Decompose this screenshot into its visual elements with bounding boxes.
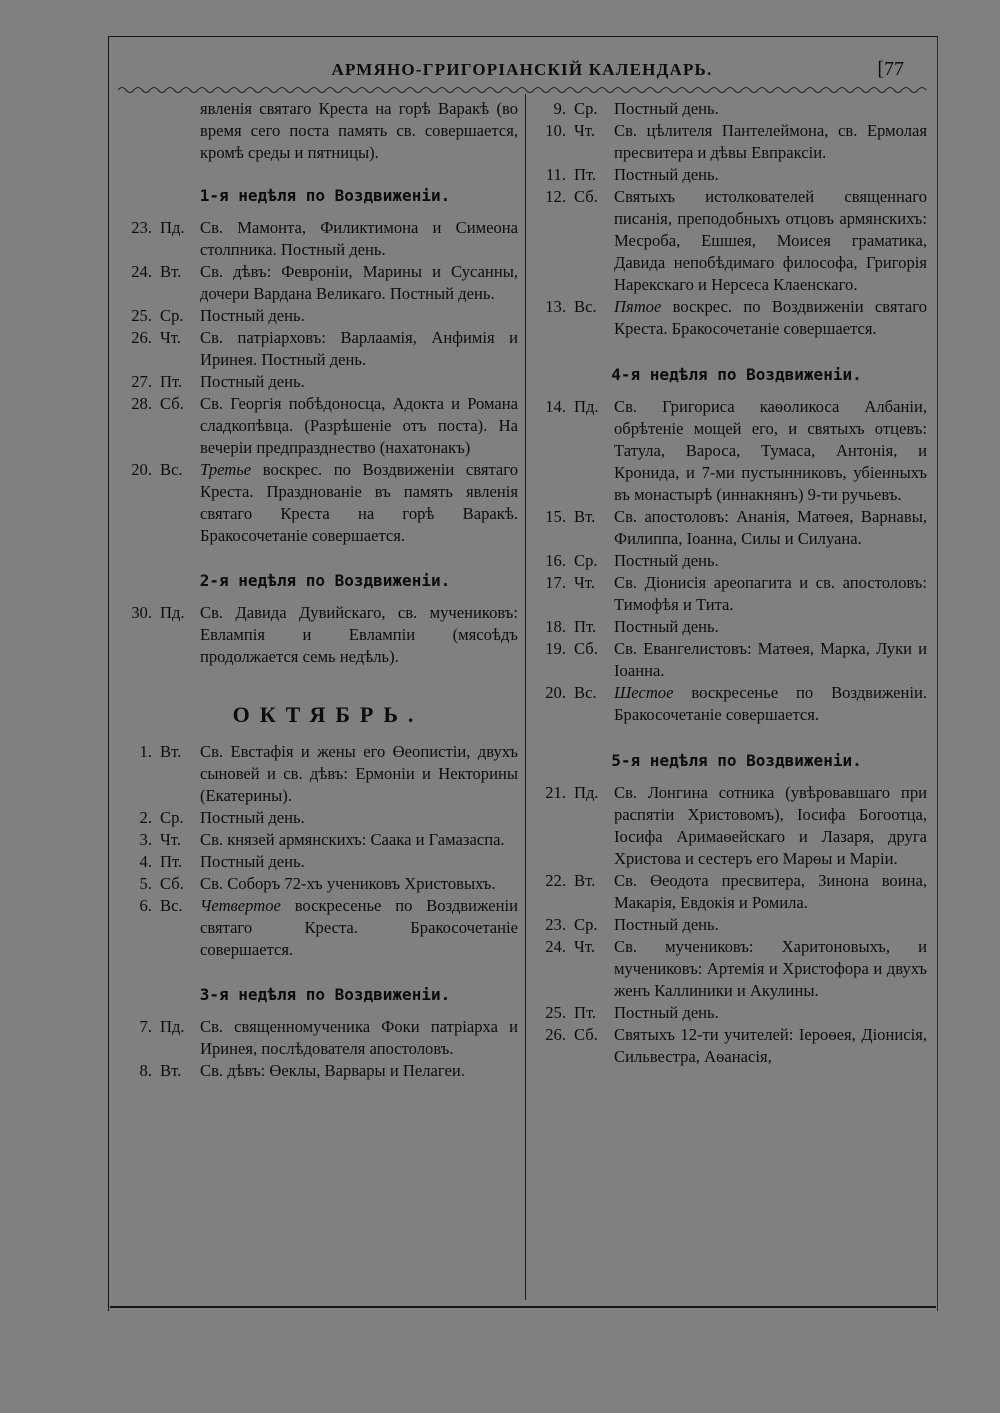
list-item: 23. Пд. Св. Мамонта, Филиктимона и Симеона столпника. Постный день. xyxy=(131,218,518,259)
list-item: 22. Вт. Св. Өеодота пресвитера, Зинона воина, Макарія, Евдокія и Ромила. xyxy=(545,871,927,912)
page-number: [77 xyxy=(877,58,904,80)
section-heading: 1-я недѣля по Воздвиженіи. xyxy=(199,186,451,205)
list-item: 26. Чт. Св. патріарховъ: Варлаамія, Анфимія и Иринея. Постный день. xyxy=(131,328,518,369)
section-heading: 3-я недѣля по Воздвиженіи. xyxy=(199,985,451,1004)
right-column xyxy=(532,98,927,1068)
list-item: 24. Вт. Св. дѣвъ: Февроніи, Марины и Сусанны, дочери Вардана Великаго. Постный день. xyxy=(131,262,518,303)
section-heading: 5-я недѣля по Воздвиженіи. xyxy=(611,751,862,770)
list-item: 18. Пт. Постный день. xyxy=(545,617,719,636)
list-item: 4. Пт. Постный день. xyxy=(139,852,305,871)
list-item: 25. Ср. Постный день. xyxy=(131,306,305,325)
bottom-rule xyxy=(110,1306,936,1308)
wavy-rule xyxy=(118,84,930,96)
list-item: 13. Вс. Пятое воскрес. по Воздвиженіи святаго Креста. Бракосочетаніе совершается. xyxy=(545,297,927,338)
list-item: 20. Вс. Шестое воскресенье по Воздвиженіи. Бракосочетаніе совершается. xyxy=(545,683,927,724)
list-item: 16. Ср. Постный день. xyxy=(545,551,719,570)
month-heading: ОКТЯБРЬ. xyxy=(232,702,424,727)
column-divider xyxy=(525,94,526,1300)
list-item: 10. Чт. Св. цѣлителя Пантелеймона, св. Ермолая пресвитера и дѣвы Евпраксіи. xyxy=(545,121,927,162)
list-item: 5. Сб. Св. Соборъ 72-хъ учениковъ Христовыхъ. xyxy=(139,874,496,893)
list-item: 28. Сб. Св. Георгія побѣдоносца, Адокта и Романа сладкопѣвца. (Разрѣшеніе отъ поста). На вечеріи предпразднество (нахатонакъ) xyxy=(131,394,518,457)
section-heading: 4-я недѣля по Воздвиженіи. xyxy=(611,365,862,384)
section-heading: 2-я недѣля по Воздвиженіи. xyxy=(199,571,451,590)
list-item: 19. Сб. Св. Евангелистовъ: Матѳея, Марка, Луки и Іоанна. xyxy=(545,639,927,680)
left-column xyxy=(118,98,518,1082)
sunday-ordinal: Третье xyxy=(200,460,252,479)
list-item: 14. Пд. Св. Григориса каѳоликоса Албаніи, обрѣтеніе мощей его, и святыхъ отцевъ: Татула, Вароса, Тумаса, Антонія, и Кронида, и 7-ми пустынниковъ, убіенныхъ въ монастырѣ (иннакнянъ) 9-ти ручьевъ. xyxy=(545,397,927,504)
list-item: 15. Вт. Св. апостоловъ: Ананія, Матѳея, Варнавы, Филиппа, Іоанна, Силы и Силуана. xyxy=(545,507,927,548)
list-item: 20. Вс. Третье воскрес. по Воздвиженіи святаго Креста. Празднованіе въ память явленія святаго Креста на горѣ Варакѣ. Бракосочетаніе совершается. xyxy=(131,460,518,545)
list-item: 23. Ср. Постный день. xyxy=(545,915,719,934)
sunday-ordinal: Четвертое xyxy=(200,896,281,915)
list-item: 6. Вс. Четвертое воскресенье по Воздвиженіи святаго Креста. Бракосочетаніе совершается. xyxy=(139,896,518,959)
list-item: 2. Ср. Постный день. xyxy=(139,808,305,827)
list-item: 9. Ср. Постный день. xyxy=(553,99,719,118)
list-item: 8. Вт. Св. дѣвъ: Өеклы, Варвары и Пелагеи. xyxy=(139,1061,465,1080)
list-item: 26. Сб. Святыхъ 12-ти учителей: Іероѳея, Діонисія, Сильвестра, Аѳанасія, xyxy=(545,1025,927,1066)
list-item: 25. Пт. Постный день. xyxy=(545,1003,719,1022)
list-item: 27. Пт. Постный день. xyxy=(131,372,305,391)
list-item: 12. Сб. Святыхъ истолкователей священнаго писанія, преподобныхъ отцовъ армянскихъ: Месроба, Ешшея, Моисея граматика, Давида непобѣдимаго философа, Григорія Нарекскаго и Нерсеса Клаенскаго. xyxy=(545,187,927,294)
sunday-ordinal: Пятое xyxy=(614,297,662,316)
list-item: 7. Пд. Св. священномученика Фоки патріарха и Иринея, послѣдователя апостоловъ. xyxy=(139,1017,518,1058)
list-item: 11. Пт. Постный день. xyxy=(545,165,719,184)
page-title: АРМЯНО-ГРИГОРІАНСКІЙ КАЛЕНДАРЬ. xyxy=(331,60,713,79)
sunday-ordinal: Шестое xyxy=(614,683,674,702)
list-item: 3. Чт. Св. князей армянскихъ: Саака и Гамазаспа. xyxy=(139,830,505,849)
list-item: 17. Чт. Св. Діонисія ареопагита и св. апостоловъ: Тимофѣя и Тита. xyxy=(545,573,927,614)
running-header xyxy=(110,56,934,86)
list-item: 30. Пд. Св. Давида Дувийскаго, св. мучениковъ: Евлампія и Евлампіи (мясоѣдъ продолжается семь недѣль). xyxy=(131,603,518,666)
list-item: 21. Пд. Св. Лонгина сотника (увѣровавшаго при распятіи Христовомъ), Іосифа Богоотца, Іосифа Аримаѳейскаго и Лазаря, друга Христова и сестеръ его Марѳы и Маріи. xyxy=(545,783,927,868)
list-item: 24. Чт. Св. мучениковъ: Харитоновыхъ, и мучениковъ: Артемія и Христофора и двухъ женъ Каллиники и Акулины. xyxy=(545,937,927,1000)
list-item: 1. Вт. Св. Евстафія и жены его Өеопистіи, двухъ сыновей и св. дѣвъ: Ермоніи и Некторины (Екатерины). xyxy=(139,742,518,805)
continuation-text: явленія святаго Креста на горѣ Варакѣ (во время сего поста память св. совершается, кромѣ среды и пятницы). xyxy=(200,99,518,162)
